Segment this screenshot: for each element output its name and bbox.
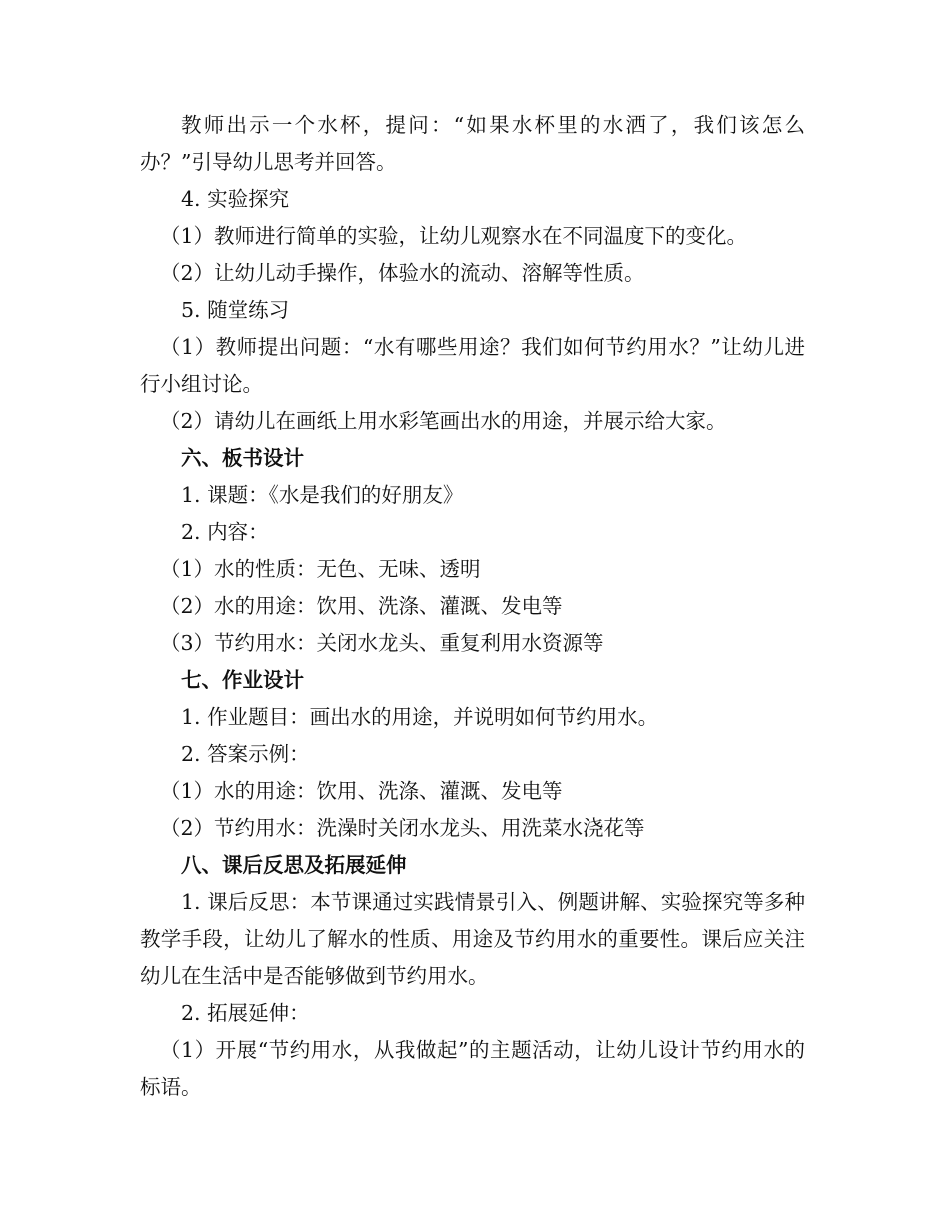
item-board-topic: 1. 课题：《水是我们的好朋友》 xyxy=(181,483,464,507)
item-experiment-1: （1）教师进行简单的实验，让幼儿观察水在不同温度下的变化。 xyxy=(160,224,748,248)
item-extension-title: 2. 拓展延伸： xyxy=(181,1001,310,1025)
item-homework-title: 1. 作业题目：画出水的用途，并说明如何节约用水。 xyxy=(181,705,659,729)
item-experiment-2: （2）让幼儿动手操作，体验水的流动、溶解等性质。 xyxy=(160,261,645,285)
item-board-content: 2. 内容： xyxy=(181,520,269,544)
item-board-content-3: （3）节约用水：关闭水龙头、重复利用水资源等 xyxy=(160,631,604,655)
item-experiment-title: 4. 实验探究 xyxy=(181,187,290,211)
item-extension-1: （1）开展“节约用水，从我做起”的主题活动，让幼儿设计节约用水的标语。 xyxy=(140,1038,805,1099)
item-reflection: 1. 课后反思：本节课通过实践情景引入、例题讲解、实验探究等多种教学手段，让幼儿了解水的性质、用途及节约用水的重要性。课后应关注幼儿在生活中是否能够做到节约用水。 xyxy=(140,890,805,988)
item-practice-1: （1）教师提出问题：“水有哪些用途？我们如何节约用水？”让幼儿进行小组讨论。 xyxy=(140,335,805,396)
item-homework-answer-1: （1）水的用途：饮用、洗涤、灌溉、发电等 xyxy=(160,779,563,803)
document-body xyxy=(140,107,805,1106)
item-board-content-2: （2）水的用途：饮用、洗涤、灌溉、发电等 xyxy=(160,594,563,618)
paragraph-teacher-cup-question: 教师出示一个水杯，提问：“如果水杯里的水洒了，我们该怎么办？”引导幼儿思考并回答。 xyxy=(140,113,805,174)
item-homework-answer: 2. 答案示例： xyxy=(181,742,310,766)
item-board-content-1: （1）水的性质：无色、无味、透明 xyxy=(160,557,481,581)
item-practice-2: （2）请幼儿在画纸上用水彩笔画出水的用途，并展示给大家。 xyxy=(160,409,727,433)
section-heading-board-design: 六、板书设计 xyxy=(181,446,304,470)
section-heading-reflection: 八、课后反思及拓展延伸 xyxy=(181,853,407,877)
item-homework-answer-2: （2）节约用水：洗澡时关闭水龙头、用洗菜水浇花等 xyxy=(160,816,645,840)
section-heading-homework: 七、作业设计 xyxy=(181,668,304,692)
item-practice-title: 5. 随堂练习 xyxy=(181,298,290,322)
